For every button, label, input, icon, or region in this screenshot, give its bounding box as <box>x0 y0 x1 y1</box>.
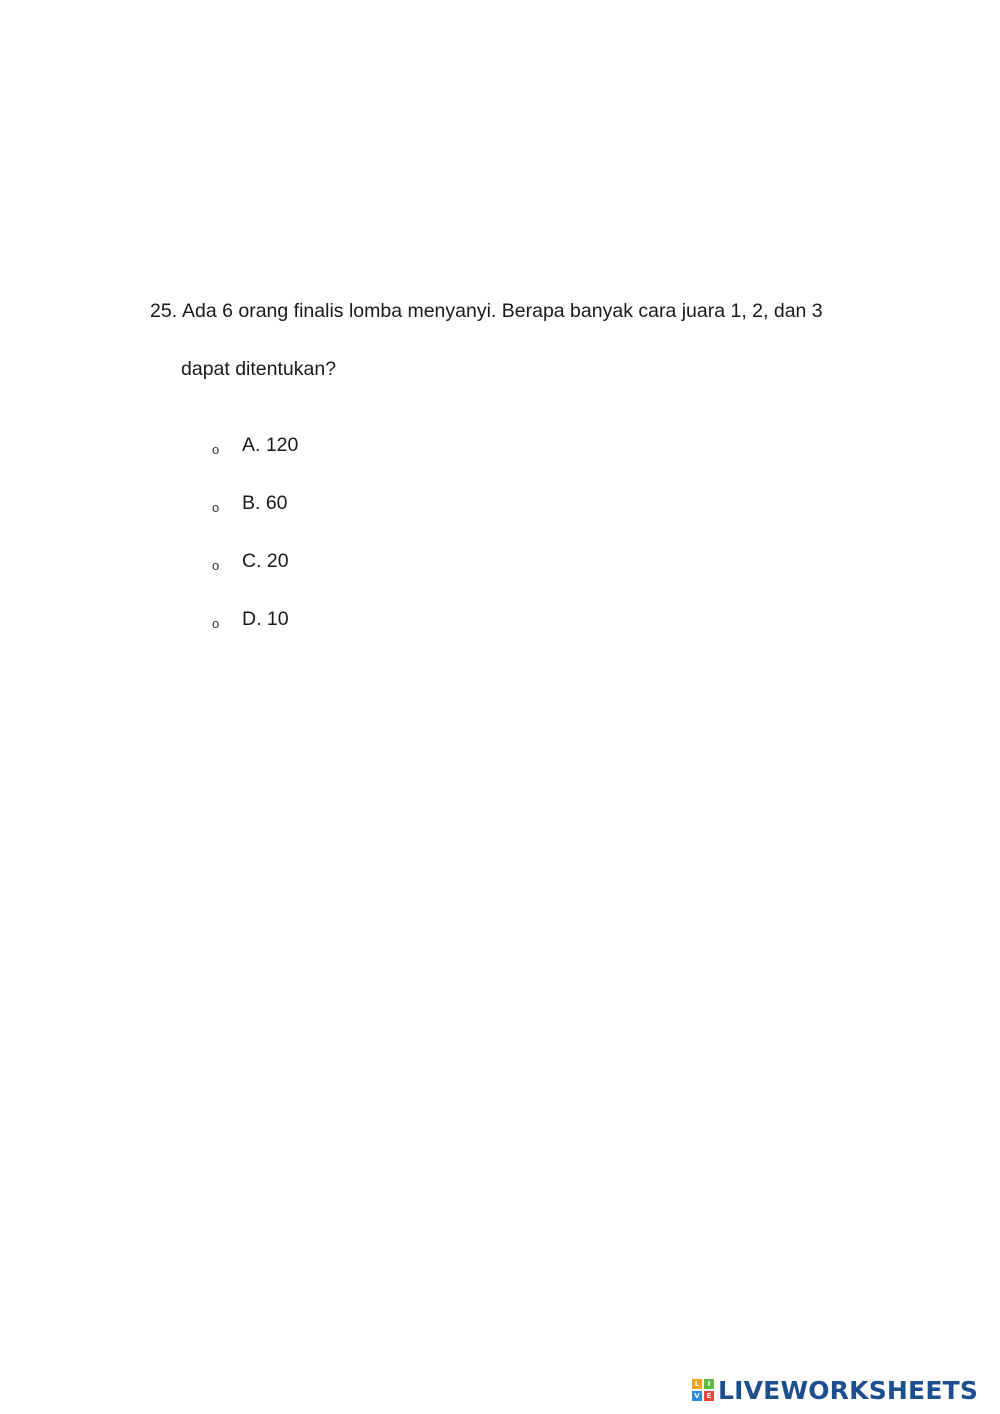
option-b[interactable] <box>212 474 298 532</box>
question-text-continued: dapat ditentukan? <box>181 358 337 380</box>
radio-bullet-icon[interactable]: o <box>212 499 220 515</box>
radio-bullet-icon[interactable]: o <box>212 557 220 573</box>
answer-options <box>212 416 298 648</box>
option-label: C. 20 <box>242 549 289 572</box>
option-a[interactable] <box>212 416 298 474</box>
logo-mark-icon <box>692 1379 714 1401</box>
option-d[interactable] <box>212 590 298 648</box>
logo-mark-letter: E <box>704 1391 714 1401</box>
question-block <box>150 282 870 398</box>
question-text: Ada 6 orang finalis lomba menyanyi. Berapa banyak cara juara 1, 2, dan 3 <box>182 300 823 322</box>
option-c[interactable] <box>212 532 298 590</box>
logo-text: LIVEWORKSHEETS <box>718 1375 979 1405</box>
logo-mark-letter: I <box>704 1379 714 1389</box>
question-line-1 <box>150 282 870 340</box>
liveworksheets-logo <box>692 1375 978 1405</box>
option-label: B. 60 <box>242 491 288 514</box>
radio-bullet-icon[interactable]: o <box>212 615 220 631</box>
logo-mark-letter: V <box>692 1391 702 1401</box>
option-label: A. 120 <box>242 433 299 456</box>
question-number: 25. <box>150 300 178 322</box>
option-label: D. 10 <box>242 607 289 630</box>
radio-bullet-icon[interactable]: o <box>212 441 220 457</box>
logo-mark-letter: L <box>692 1379 702 1389</box>
